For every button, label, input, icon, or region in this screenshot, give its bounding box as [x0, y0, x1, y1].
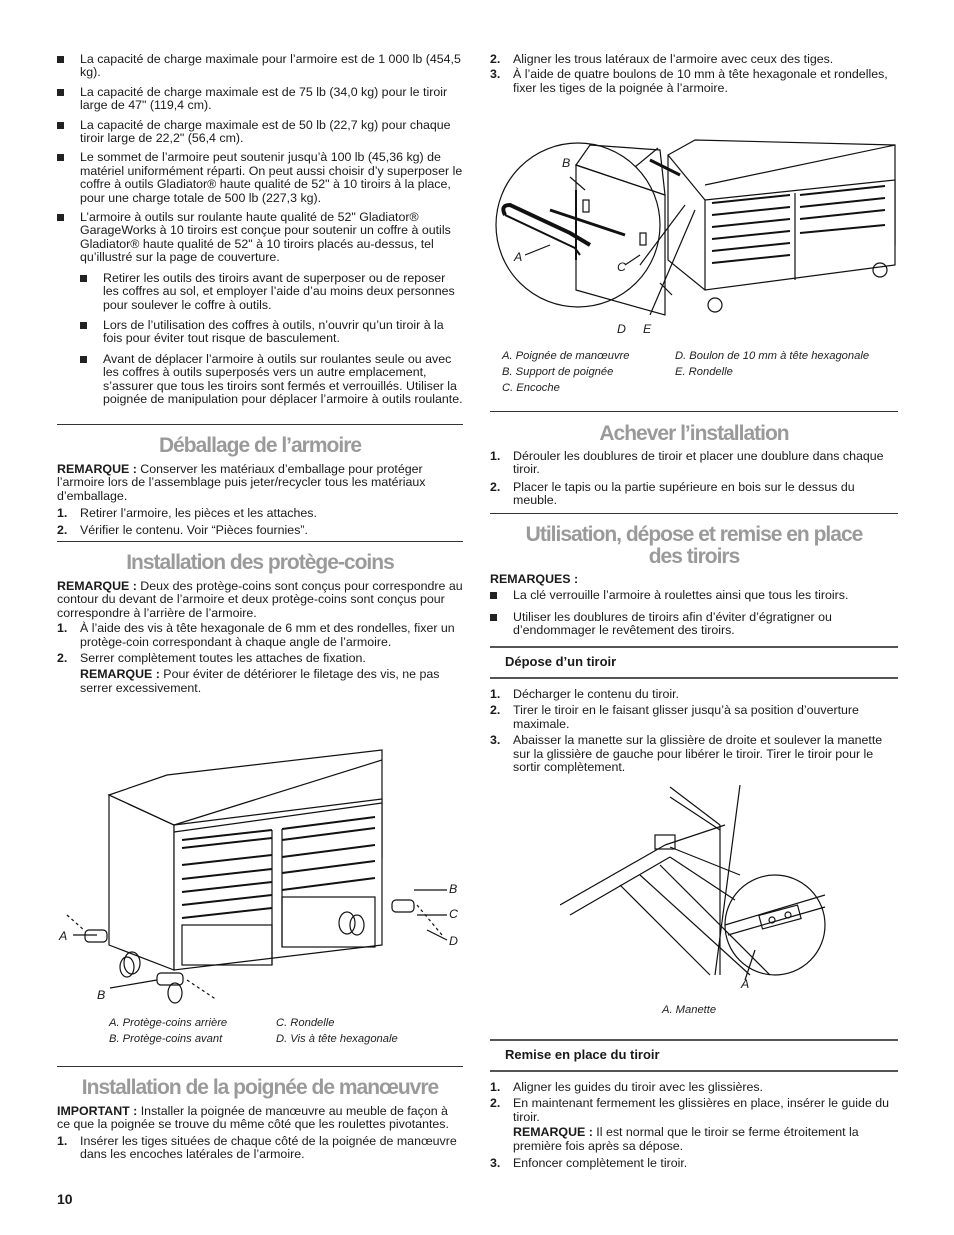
callout-c: C — [449, 907, 458, 921]
sub-bullet-item: Avant de déplacer l’armoire à outils sur roulantes seule ou avec les coffres à outils superposés vers un autre emplacement, s’assurer que tous les tiroirs sont fermés et verrouillés. Utiliser la poignée de manipulation pour déplacer l’armoire à outils roulante. — [80, 353, 463, 407]
step-number: 3. — [490, 67, 501, 82]
section-title-handle: Installation de la poignée de manœuvre — [81, 1076, 439, 1099]
step-text: À l’aide de quatre boulons de 10 mm à tête hexagonale et rondelles, fixer les tiges de la poignée à l’armoire. — [513, 67, 888, 95]
step-number: 2. — [490, 52, 501, 66]
sub-bullet-item: Retirer les outils des tiroirs avant de superposer ou de reposer les coffres au sol, et employer l’aide d’au moins deux personnes pour soulever le coffre à outils. — [80, 272, 463, 312]
caption-item: D. Vis à tête hexagonale — [276, 1033, 398, 1045]
corners-section — [57, 580, 463, 695]
caption-item: C. Rondelle — [276, 1017, 335, 1029]
note-label: REMARQUE : — [57, 579, 137, 593]
capacity-bullets — [57, 53, 463, 412]
step-text: Aligner les trous latéraux de l’armoire avec ceux des tiges. — [513, 52, 834, 66]
step-text: Dérouler les doublures de tiroir et placer une doublure dans chaque tiroir. — [513, 449, 884, 477]
note-label: REMARQUE : — [513, 1125, 593, 1140]
page-number: 10 — [57, 1191, 73, 1207]
caption-item: C. Encoche — [502, 382, 560, 394]
callout-b: B — [97, 988, 106, 1002]
step-text: À l’aide des vis à tête hexagonale de 6 mm et des rondelles, fixer un protège-coin correspondant à chaque angle de l’armoire. — [80, 621, 455, 649]
step-text: Enfoncer complètement le tiroir. — [513, 1156, 688, 1171]
figure-caption-left — [502, 348, 672, 396]
section-divider — [57, 1066, 463, 1067]
step-number: 1. — [490, 449, 501, 463]
title-line: Utilisation, dépose et remise en place — [525, 523, 863, 546]
caption-item: A. Protège-coins arrière — [109, 1017, 228, 1029]
sub-bullet-item: Lors de l’utilisation des coffres à outils, n’ouvrir qu’un tiroir à la fois pour éviter tout risque de basculement. — [80, 319, 463, 346]
caption-item: D. Boulon de 10 mm à tête hexagonale — [675, 350, 870, 362]
replace-steps — [490, 1081, 898, 1173]
step-number: 1. — [490, 1080, 501, 1094]
bullet-item: La capacité de charge maximale pour l’armoire est de 1 000 lb (454,5 kg). — [57, 53, 463, 80]
section-title-corners: Installation des protège-coins — [126, 551, 394, 574]
note-text: Deux des protège-coins sont conçus pour correspondre au contour du devant de l’armoire et deux protège-coins sont conçus pour correspondre à l’arrière de l’armoire. — [57, 579, 463, 620]
caption-item: B. Protège-coins avant — [109, 1033, 223, 1045]
handle-figure — [490, 115, 900, 345]
note-label: REMARQUE : — [57, 462, 137, 476]
callout-a: A — [741, 977, 750, 991]
subsection-divider — [490, 1039, 898, 1041]
remark-item: La clé verrouille l’armoire à roulettes ainsi que tous les tiroirs. — [490, 589, 898, 602]
title-line: des tiroirs — [648, 545, 740, 568]
figure-caption-left — [109, 1015, 274, 1047]
step-number: 1. — [57, 1133, 68, 1148]
step-number: 2. — [490, 479, 501, 494]
section-divider — [57, 541, 463, 542]
callout-c: C — [617, 260, 626, 274]
caption-item: A. Poignée de manœuvre — [502, 350, 630, 362]
step-text: Vérifier le contenu. Voir “Pièces fournies”. — [80, 522, 308, 537]
subsection-title-removal: Dépose d’un tiroir — [505, 654, 617, 669]
callout-b: B — [449, 882, 458, 896]
handle-steps-continued — [490, 53, 898, 98]
callout-d: D — [617, 322, 626, 336]
bullet-item: L’armoire à outils sur roulante haute qualité de 52" Gladiator® GarageWorks à 10 tiroirs est conçue pour soutenir un coffre à outils Gladiator® haute qualité de 52" à 10 tiroirs placés au-dessus, tel qu’illustré sur la page de couverture. — [57, 211, 463, 265]
subsection-divider — [490, 1070, 898, 1072]
subsection-divider — [490, 646, 898, 648]
step-text: En maintenant fermement les glissières en place, insérer le guide du tiroir. — [513, 1096, 890, 1124]
note-text: Il est normal que le tiroir se ferme étroitement la première fois après sa dépose. — [513, 1125, 859, 1153]
section-title-unpack: Déballage de l’armoire — [158, 434, 362, 457]
finish-section — [490, 450, 898, 511]
step-number: 1. — [490, 687, 501, 701]
step-number: 3. — [490, 733, 501, 748]
step-number: 1. — [57, 506, 68, 521]
figure-caption-right — [675, 348, 900, 380]
section-title-drawers — [490, 524, 898, 568]
callout-a: A — [514, 250, 523, 264]
bullet-item: La capacité de charge maximale est de 50 lb (22,7 kg) pour chaque tiroir large de 22,2" (56,4 cm). — [57, 119, 463, 146]
figure-caption: A. Manette — [662, 1004, 717, 1016]
bullet-item: Le sommet de l’armoire peut soutenir jusqu’à 100 lb (45,36 kg) de matériel uniformément réparti. On peut aussi choisir d’y superposer le coffre à outils Gladiator® haute qualité de 52" à 10 tiroirs à la place, pour une charge totale de 500 lb (227,3 kg). — [57, 151, 463, 205]
drawer-slide-figure — [560, 785, 830, 985]
step-text: Aligner les guides du tiroir avec les glissières. — [513, 1080, 763, 1094]
step-text: Décharger le contenu du tiroir. — [513, 687, 679, 701]
handle-section — [57, 1105, 463, 1165]
subsection-title-replace: Remise en place du tiroir — [505, 1047, 660, 1062]
caption-item: B. Support de poignée — [502, 366, 614, 378]
step-text: Abaisser la manette sur la glissière de droite et soulever la manette sur la glissière de gauche pour libérer le tiroir. Tirer le tiroir pour le sortir complètement. — [513, 733, 883, 775]
note-text: Pour éviter de détériorer le filetage des vis, ne pas serrer excessivement. — [80, 667, 440, 695]
section-title-finish: Achever l’installation — [599, 422, 789, 445]
note-text: Installer la poignée de manœuvre au meuble de façon à ce que la poignée se trouve du même côté que les roulettes pivotantes. — [57, 1104, 449, 1132]
section-divider — [490, 411, 898, 412]
step-text: Placer le tapis ou la partie supérieure en bois sur le dessus du meuble. — [513, 479, 855, 508]
remark-item: Utiliser les doublures de tiroirs afin d’éviter d’égratigner ou d’endommager le revêtement des tiroirs. — [490, 611, 898, 638]
step-number: 2. — [490, 1096, 501, 1111]
caption-item: E. Rondelle — [675, 366, 733, 378]
subsection-divider — [490, 677, 898, 679]
step-number: 2. — [57, 522, 68, 537]
bullet-item: La capacité de charge maximale est de 75 lb (34,0 kg) pour le tiroir large de 47" (119,4 cm). — [57, 86, 463, 113]
callout-b: B — [562, 156, 571, 170]
unpack-section — [57, 463, 463, 540]
cabinet-corner-figure — [57, 745, 467, 1010]
callout-e: E — [643, 322, 652, 336]
step-text: Serrer complètement toutes les attaches de fixation. — [80, 651, 366, 666]
step-text: Retirer l’armoire, les pièces et les attaches. — [80, 506, 317, 521]
step-text: Insérer les tiges situées de chaque côté de la poignée de manœuvre dans les encoches latérales de l’armoire. — [80, 1133, 457, 1162]
note-label: IMPORTANT : — [57, 1104, 138, 1118]
step-number: 2. — [57, 651, 68, 666]
figure-caption-right — [276, 1015, 456, 1047]
step-number: 3. — [490, 1156, 501, 1171]
step-number: 1. — [57, 621, 68, 636]
step-text: Tirer le tiroir en le faisant glisser jusqu’à sa position d’ouverture maximale. — [513, 703, 859, 731]
callout-d: D — [449, 934, 458, 948]
section-divider — [490, 513, 898, 514]
step-number: 2. — [490, 703, 501, 718]
callout-a: A — [59, 929, 68, 943]
remarks-label: REMARQUES : — [490, 572, 579, 586]
note-text: Conserver les matériaux d’emballage pour protéger l’armoire lors de l’assemblage puis jeter/recycler tous les matériaux d’emballage. — [57, 462, 426, 503]
note-label: REMARQUE : — [80, 667, 160, 682]
drawers-remarks — [490, 573, 898, 644]
section-divider — [57, 424, 463, 425]
removal-steps — [490, 688, 898, 777]
